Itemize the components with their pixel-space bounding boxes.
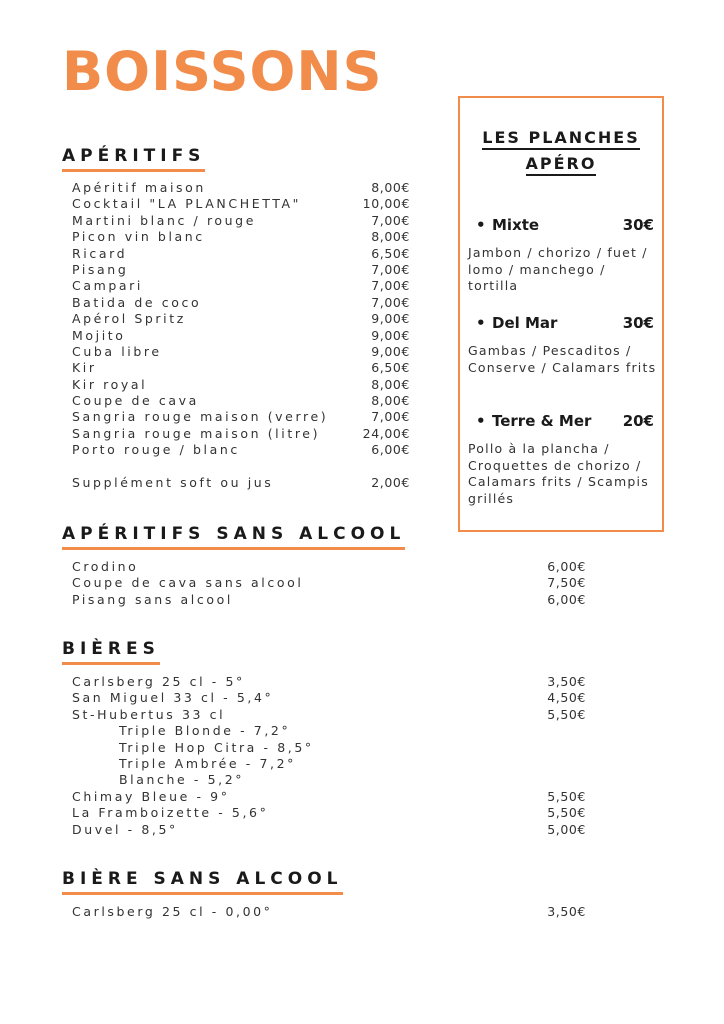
bullet-icon: • bbox=[476, 412, 486, 430]
item-name: Batida de coco bbox=[72, 294, 202, 310]
item-price: 7,00€ bbox=[371, 409, 410, 425]
item-price: 24,00€ bbox=[362, 425, 410, 441]
planche-name: Del Mar bbox=[492, 314, 558, 332]
item-price: 3,50€ bbox=[547, 674, 586, 689]
item-name: Sangria rouge maison (litre) bbox=[72, 425, 321, 441]
item-price: 5,00€ bbox=[547, 821, 586, 837]
item-name: Crodino bbox=[72, 559, 139, 574]
item-name: Supplément soft ou jus bbox=[72, 475, 274, 491]
item-price: 6,50€ bbox=[371, 245, 410, 261]
item-name: Apérol Spritz bbox=[72, 311, 186, 327]
aperitifs-heading: APÉRITIFS bbox=[62, 146, 205, 172]
item-price: 5,50€ bbox=[547, 788, 586, 804]
item-price: 6,50€ bbox=[371, 360, 410, 376]
item-price: 7,00€ bbox=[371, 261, 410, 277]
planche-description: Gambas / Pescaditos / Conserve / Calamars frits bbox=[468, 343, 657, 375]
planche-price: 30€ bbox=[622, 314, 654, 332]
item-price: 5,50€ bbox=[547, 805, 586, 821]
planches-title-text: LES PLANCHES bbox=[482, 128, 640, 150]
item-price: 8,00€ bbox=[371, 229, 410, 245]
item-name: Picon vin blanc bbox=[72, 229, 205, 245]
item-name: Blanche - 5,2° bbox=[119, 772, 245, 788]
item-price: 9,00€ bbox=[371, 311, 410, 327]
item-name: Coupe de cava bbox=[72, 393, 199, 409]
item-name: Apéritif maison bbox=[72, 180, 206, 195]
item-name: Kir royal bbox=[72, 376, 148, 392]
item-name: St-Hubertus 33 cl bbox=[72, 706, 226, 722]
item-name: Triple Hop Citra - 8,5° bbox=[119, 739, 314, 755]
planche-description: Jambon / chorizo / fuet / lomo / manchego / tortilla bbox=[468, 245, 648, 293]
planche-del-mar bbox=[468, 314, 658, 376]
item-name: Kir bbox=[72, 360, 97, 376]
planche-header bbox=[468, 216, 658, 236]
planches-title-line1 bbox=[460, 128, 662, 147]
item-name: Duvel - 8,5° bbox=[72, 821, 178, 837]
planche-mixte bbox=[468, 216, 658, 295]
item-name: Coupe de cava sans alcool bbox=[72, 575, 304, 591]
planche-description: Pollo à la plancha / Croquettes de chorizo / Calamars frits / Scampis grillés bbox=[468, 441, 649, 506]
item-price: 10,00€ bbox=[362, 196, 410, 212]
page-title: BOISSONS bbox=[62, 40, 383, 103]
item-name: Triple Blonde - 7,2° bbox=[119, 723, 291, 739]
planche-price: 30€ bbox=[622, 216, 654, 234]
item-price: 9,00€ bbox=[371, 343, 410, 359]
biere-sans-alcool-heading: BIÈRE SANS ALCOOL bbox=[62, 869, 343, 895]
planche-name: Mixte bbox=[492, 216, 540, 234]
planches-title-text: APÉRO bbox=[526, 154, 597, 176]
item-price: 6,00€ bbox=[547, 559, 586, 574]
item-price: 9,00€ bbox=[371, 327, 410, 343]
bullet-icon: • bbox=[476, 314, 486, 332]
item-name: Campari bbox=[72, 278, 143, 294]
planche-price: 20€ bbox=[622, 412, 654, 430]
item-name: Martini blanc / rouge bbox=[72, 212, 257, 228]
planches-title-line2 bbox=[460, 154, 662, 173]
item-price: 7,50€ bbox=[547, 575, 586, 591]
item-name: Cuba libre bbox=[72, 343, 162, 359]
item-name: Pisang bbox=[72, 261, 129, 277]
sans-alcool-heading: APÉRITIFS SANS ALCOOL bbox=[62, 524, 405, 550]
item-price: 2,00€ bbox=[371, 475, 410, 491]
bullet-icon: • bbox=[476, 216, 486, 234]
item-name: La Framboizette - 5,6° bbox=[72, 805, 269, 821]
item-price: 6,00€ bbox=[371, 442, 410, 458]
planche-header bbox=[468, 314, 658, 334]
item-price: 8,00€ bbox=[371, 376, 410, 392]
bieres-heading: BIÈRES bbox=[62, 639, 160, 665]
item-name: Carlsberg 25 cl - 0,00° bbox=[72, 904, 273, 919]
item-name: Porto rouge / blanc bbox=[72, 442, 240, 458]
item-price: 7,00€ bbox=[371, 278, 410, 294]
item-name: Sangria rouge maison (verre) bbox=[72, 409, 329, 425]
item-name: Ricard bbox=[72, 245, 128, 261]
item-price: 5,50€ bbox=[547, 706, 586, 722]
item-name: Chimay Bleue - 9° bbox=[72, 788, 230, 804]
item-price: 4,50€ bbox=[547, 690, 586, 706]
planche-terre-mer bbox=[468, 412, 658, 507]
planche-name: Terre & Mer bbox=[492, 412, 592, 430]
item-price: 3,50€ bbox=[547, 904, 586, 919]
item-price: 7,00€ bbox=[371, 212, 410, 228]
planches-box bbox=[458, 96, 664, 532]
item-price: 7,00€ bbox=[371, 294, 410, 310]
item-name: Pisang sans alcool bbox=[72, 591, 233, 607]
item-name: Cocktail "LA PLANCHETTA" bbox=[72, 196, 301, 212]
item-name: Mojito bbox=[72, 327, 126, 343]
planche-header bbox=[468, 412, 658, 432]
item-price: 6,00€ bbox=[547, 591, 586, 607]
item-name: Carlsberg 25 cl - 5° bbox=[72, 674, 245, 689]
item-price: 8,00€ bbox=[371, 180, 410, 195]
item-price: 8,00€ bbox=[371, 393, 410, 409]
item-name: San Miguel 33 cl - 5,4° bbox=[72, 690, 274, 706]
item-name: Triple Ambrée - 7,2° bbox=[119, 755, 296, 771]
